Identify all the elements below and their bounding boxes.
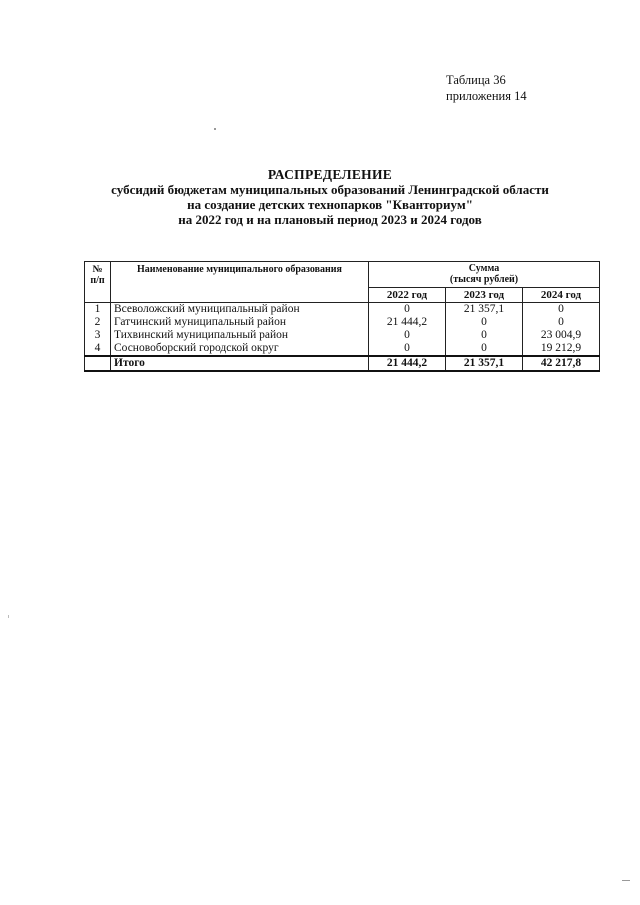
total-row (85, 356, 600, 371)
row-value-2024: 0 (523, 316, 600, 329)
scan-speck (622, 880, 630, 881)
header-num: № п/п (85, 262, 111, 303)
row-value-2022: 0 (369, 342, 446, 356)
row-value-2023: 0 (446, 342, 523, 356)
row-value-2023: 0 (446, 329, 523, 342)
row-value-2024: 0 (523, 303, 600, 317)
row-name: Гатчинский муниципальный район (111, 316, 369, 329)
row-num: 2 (85, 316, 111, 329)
header-sum-unit: (тысяч рублей) (449, 274, 519, 285)
table-row (85, 329, 600, 342)
total-num-cell (85, 356, 111, 371)
total-value-2023: 21 357,1 (446, 356, 523, 371)
row-num: 4 (85, 342, 111, 356)
table-row (85, 342, 600, 356)
header-year-2023: 2023 год (446, 288, 523, 303)
row-value-2023: 0 (446, 316, 523, 329)
row-name: Тихвинский муниципальный район (111, 329, 369, 342)
table-number: Таблица 36 (446, 73, 506, 87)
row-num: 1 (85, 303, 111, 317)
row-value-2022: 21 444,2 (369, 316, 446, 329)
row-name: Всеволожский муниципальный район (111, 303, 369, 317)
table-row (85, 303, 600, 317)
header-year-2024: 2024 год (523, 288, 600, 303)
row-value-2022: 0 (369, 329, 446, 342)
appendix-number: приложения 14 (446, 89, 527, 103)
total-label: Итого (111, 356, 369, 371)
page-reference (446, 72, 527, 104)
row-value-2023: 21 357,1 (446, 303, 523, 317)
scan-speck (214, 128, 216, 130)
table-row (85, 316, 600, 329)
scan-speck (8, 615, 9, 618)
header-name: Наименование муниципального образования (111, 262, 369, 303)
row-value-2022: 0 (369, 303, 446, 317)
total-value-2024: 42 217,8 (523, 356, 600, 371)
row-value-2024: 19 212,9 (523, 342, 600, 356)
row-num: 3 (85, 329, 111, 342)
title-line-2: субсидий бюджетам муниципальных образований Ленинградской области (111, 182, 549, 197)
header-row (85, 262, 600, 288)
total-value-2022: 21 444,2 (369, 356, 446, 371)
title-line-4: на 2022 год и на плановый период 2023 и 2024 годов (178, 212, 482, 227)
distribution-table (84, 261, 600, 372)
header-sum (369, 262, 600, 288)
row-name: Сосновоборский городской округ (111, 342, 369, 356)
header-sum-title: Сумма (468, 263, 500, 274)
document-title (60, 167, 600, 227)
title-main: РАСПРЕДЕЛЕНИЕ (267, 167, 393, 182)
row-value-2024: 23 004,9 (523, 329, 600, 342)
title-line-3: на создание детских технопарков "Кванториум" (187, 197, 473, 212)
header-year-2022: 2022 год (369, 288, 446, 303)
